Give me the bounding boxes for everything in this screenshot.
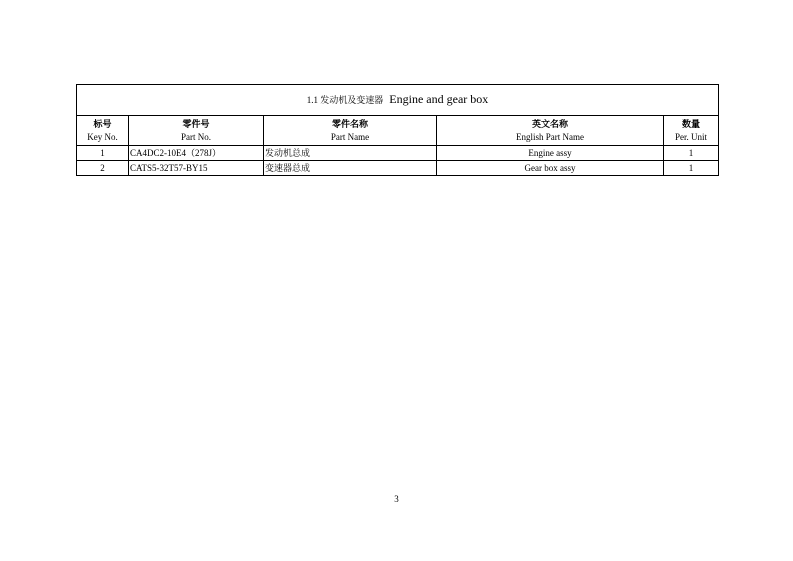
header-english-name-en: English Part Name [516, 131, 584, 142]
cell-english-name: Engine assy [437, 146, 664, 161]
cell-quantity: 1 [664, 146, 719, 161]
header-part-no [129, 116, 264, 146]
table-header-row [77, 116, 719, 146]
cell-quantity: 1 [664, 161, 719, 176]
cell-part-no: CATS5-32T57-BY15 [129, 161, 264, 176]
cell-part-name: 变速器总成 [264, 161, 437, 176]
table-title-zh: 1.1 发动机及变速器 [306, 95, 384, 105]
header-english-name-zh: 英文名称 [531, 118, 568, 129]
header-part-name-en: Part Name [330, 131, 370, 142]
header-part-name-zh: 零件名称 [331, 118, 368, 129]
header-part-name [264, 116, 437, 146]
header-part-no-en: Part No. [181, 131, 211, 142]
table-title-row [77, 85, 719, 116]
header-per-unit-en: Per. Unit [675, 131, 708, 142]
cell-key-no: 1 [77, 146, 129, 161]
cell-english-name: Gear box assy [437, 161, 664, 176]
table-row [77, 161, 719, 176]
header-per-unit-zh: 数量 [682, 118, 701, 129]
header-key-no-en: Key No. [87, 131, 118, 142]
cell-part-no: CA4DC2-10E4（278J） [129, 146, 264, 161]
table-title-en: Engine and gear box [389, 92, 489, 106]
header-part-no-zh: 零件号 [182, 118, 210, 129]
header-key-no-zh: 标号 [93, 118, 112, 129]
parts-table [76, 84, 719, 176]
header-english-name [437, 116, 664, 146]
page-number: 3 [394, 494, 399, 504]
table-title [77, 85, 719, 116]
cell-key-no: 2 [77, 161, 129, 176]
cell-part-name: 发动机总成 [264, 146, 437, 161]
header-key-no [77, 116, 129, 146]
table-row [77, 146, 719, 161]
header-per-unit [664, 116, 719, 146]
